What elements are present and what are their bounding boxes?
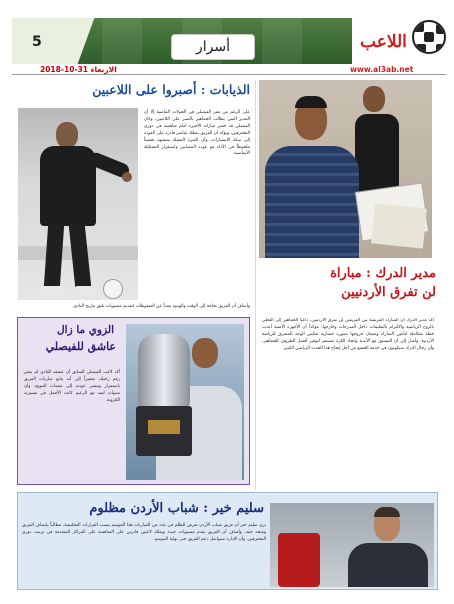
article-title-line2: عاشق للفيصلي [45, 340, 116, 353]
article-coach [18, 82, 250, 332]
trophy-icon [138, 334, 190, 408]
article-body-continued: وأضاف أن الفريق بحاجة إلى الوقت والهدوء بعيداً عن الضغوطات لتقديم مستويات تليق بتاريخ النادي. [72, 304, 250, 309]
website-url[interactable]: www.al3ab.net [350, 65, 414, 74]
article-zawi [17, 317, 250, 485]
page-header [12, 18, 446, 74]
article-body: أكد لاعب الفيصلي السابق أن عشقه للنادي لم يتغير رغم رحيله، مشيراً إلى أنه يتابع مباريات الفريق باستمرار ويتمنى عودته إلى منصات التتويج، وأن سنوات لعبه مع الزعيم كانت الأجمل في مسيرته الكروية. [24, 370, 120, 403]
section-label: أسرار [172, 35, 254, 59]
page-number: 5 [32, 34, 42, 50]
article-title: سليم خير : شباب الأردن مظلوم [89, 501, 264, 516]
article-title-line1: مدير الدرك : مباراة [330, 266, 436, 281]
logo-text: اللاعب [360, 32, 407, 52]
football-icon [412, 20, 446, 54]
player-trophy-photo [126, 324, 244, 480]
header-divider [12, 74, 446, 75]
coach-photo [18, 108, 138, 300]
logo [360, 20, 446, 60]
article-body: أكد مدير الدرك أن المباراة المرتقبة بين الفريقين لن تفرق الأردنيين، داعياً الجماهير إلى التحلي بالروح الرياضية والالتزام بالتعليمات داخل المدرجات وخارجها، مؤكداً أن الأجهزة الأمنية أعدت خطة متكاملة لتأمين المباراة وضمان خروجها بصورة حضارية تعكس الوجه المشرق للرياضة الأردنية. وأشار إلى أن التنسيق مع الأندية واتحاد الكرة مستمر لتوفير أفضل الظروف للجماهير، وأن رجال الدرك سيكونون في خدمة الجميع من أجل إنجاح هذا الحدث الرياضي الكبير. [262, 318, 434, 351]
article-body: يرى سليم خير أن فريق شباب الأردن تعرض للظلم في عدد من المباريات هذا الموسم بسبب القرارات التحكيمية، مطالباً بإنصاف الفريق ومنحه حقه، وأضاف أن الفريق يقدم مستويات جيدة ويملك لاعبين قادرين على المنافسة على المراكز المتقدمة في ترتيب دوري المحترفين، وأن الإدارة ستواصل دعم الفريق حتى نهاية الموسم. [22, 523, 266, 542]
saleem-photo [270, 503, 434, 587]
article-title-line2: لن تفرق الأردنيين [341, 285, 436, 300]
officials-photo [259, 80, 432, 258]
article-body: على الرغم من تعثر الفيصلي في الجولات الماضية إلا أن المدير الفني يطالب الجماهير بالصبر على اللاعبين، وكان الفيصلي قد خسر مباراته الأخيرة أمام منافسه في دوري المحترفين، ويؤكد أن الفريق يمتلك عناصر قادرة على العودة إلى سكة الانتصارات، وأن الفترة المقبلة ستشهد تحسناً ملحوظاً في الأداء مع عودة المصابين واستقرار التشكيلة الأساسية. [142, 110, 250, 157]
article-title-line1: الزوي ما زال [57, 324, 114, 336]
article-title: الذيابات : أصبروا على اللاعبين [92, 82, 250, 97]
ball-icon [104, 280, 122, 298]
article-saleem [17, 492, 438, 590]
issue-date: الاربعاء 31-10-2018 [40, 65, 117, 74]
column-divider [255, 80, 256, 490]
